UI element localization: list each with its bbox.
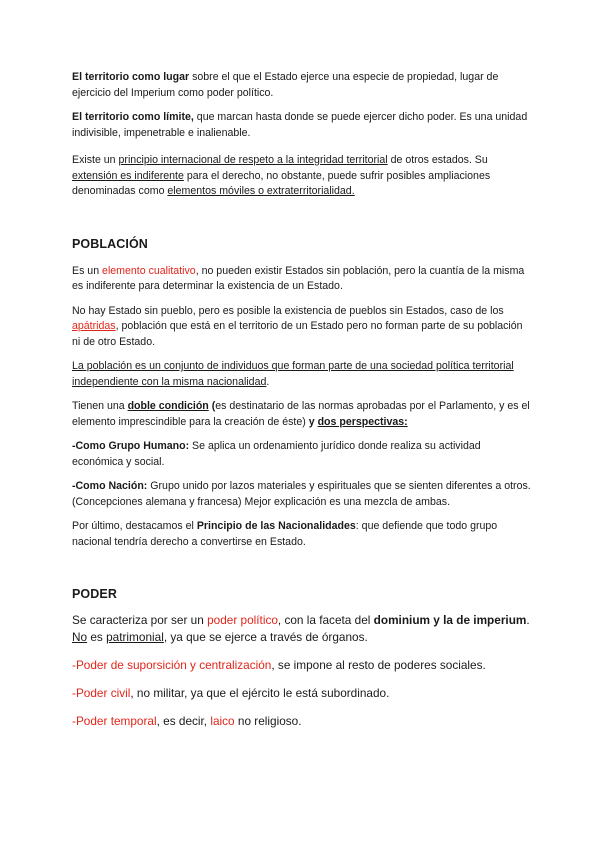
text-run: es destinatario de las normas aprobadas por el Parlamento, y es el elemento imprescindible para la creación de éste) [72, 400, 530, 428]
principio-integridad-underlined: principio internacional de respeto a la integridad territorial [118, 154, 388, 166]
text-run: no religioso. [234, 714, 302, 728]
apatridas-highlight: apátridas [72, 320, 116, 332]
text-run: Es un [72, 264, 103, 277]
text-run: , ya que se ejerce a través de órganos. [163, 630, 368, 644]
text-run: No hay Estado sin pueblo, pero es posible la existencia de pueblos sin Estados, caso de los [72, 304, 504, 317]
text-run: , es decir, [156, 714, 211, 728]
laico-highlight: laico [210, 714, 235, 728]
text-run: . [526, 613, 530, 627]
text-run: , población que está en el territorio de un Estado pero no forman parte de su población ni de otro Estado. [72, 320, 523, 348]
doble-condicion-term: doble condición [127, 400, 209, 412]
grupo-humano-paragraph [72, 439, 532, 470]
poder-suposicion-highlight: Poder de suporsición y centralización [75, 658, 272, 672]
dos-perspectivas-term: dos perspectivas: [317, 415, 408, 428]
document-page [72, 70, 532, 730]
poblacion-condicion-paragraph [72, 399, 532, 430]
territorio-lugar-text: sobre el que el Estado ejerce una especie de propiedad, lugar de ejercicio del Imperium como poder político. [72, 71, 499, 99]
poder-suposicion-item [72, 657, 532, 674]
poder-caracteristica-paragraph [72, 612, 532, 646]
text-run: ( [208, 400, 216, 412]
poder-temporal-item [72, 713, 532, 730]
territorio-principio-paragraph [72, 153, 532, 200]
territorio-section [72, 70, 532, 200]
text-run: , no pueden existir Estados sin población, pero la cuantía de la misma es indiferente para determinar la existencia de un Estado. [72, 264, 525, 292]
text-run: , se impone al resto de poderes sociales. [271, 658, 486, 672]
text-run: de otros estados. Su [387, 154, 488, 166]
poder-temporal-highlight: Poder temporal [75, 714, 157, 728]
territorio-limite-paragraph [72, 110, 532, 141]
text-run: Se caracteriza por ser un [72, 613, 208, 627]
poder-civil-highlight: Poder civil [75, 686, 131, 700]
text-run: y [308, 415, 318, 428]
nacion-term: -Como Nación: [72, 480, 148, 492]
poder-heading: PODER [72, 587, 117, 601]
poblacion-cualitativo-paragraph [72, 264, 532, 295]
text-run: Por último, destacamos el [72, 520, 197, 532]
no-underlined: No [72, 630, 88, 644]
text-run: Tienen una [72, 400, 128, 412]
dash: - [72, 714, 76, 728]
dash: - [72, 686, 76, 700]
text-run: es [87, 630, 107, 644]
text-run: Existe un [72, 154, 119, 166]
text-run: , con la faceta del [277, 613, 374, 627]
text-run: : que defiende que todo grupo nacional tendría derecho a convertirse en Estado. [72, 520, 498, 548]
patrimonial-underlined: patrimonial [106, 630, 164, 644]
text-run: Grupo unido por lazos materiales y espirituales que se sienten diferentes a otros. (Concepciones alemana y francesa) Mejor explicación es una mezcla de ambas. [72, 480, 531, 508]
elementos-moviles-underlined: elementos móviles o extraterritorialidad. [167, 185, 355, 197]
text-run: . [266, 375, 270, 388]
poblacion-apatridas-paragraph [72, 304, 532, 351]
principio-nacionalidades-term: Principio de las Nacionalidades [196, 520, 356, 532]
poder-politico-highlight: poder político [207, 613, 278, 627]
territorio-lugar-paragraph [72, 70, 532, 101]
grupo-humano-term: -Como Grupo Humano: [72, 440, 190, 452]
elemento-cualitativo-highlight: elemento cualitativo [102, 264, 196, 277]
poblacion-definicion-paragraph [72, 359, 532, 390]
poblacion-definicion-underlined: La población es un conjunto de individuos que forman parte de una sociedad política territorial independiente con la misma nacionalidad [72, 360, 514, 388]
territorio-lugar-term: El territorio como lugar [72, 71, 190, 83]
poder-section [72, 587, 532, 730]
dash: - [72, 658, 76, 672]
poblacion-section [72, 237, 532, 551]
text-run: , no militar, ya que el ejército le está subordinado. [130, 686, 390, 700]
dominium-imperium-term: dominium y la de imperium [373, 613, 527, 627]
nacionalidades-paragraph [72, 519, 532, 550]
poder-civil-item [72, 685, 532, 702]
territorio-limite-text: que marcan hasta donde se puede ejercer dicho poder. Es una unidad indivisible, impenetrable e inalienable. [72, 111, 528, 139]
text-run: Se aplica un ordenamiento jurídico donde realiza su actividad económica y social. [72, 440, 481, 468]
text-run: para el derecho, no obstante, puede sufrir posibles ampliaciones denominadas como [72, 169, 491, 197]
nacion-paragraph [72, 479, 532, 510]
extension-indiferente-underlined: extensión es indiferente [72, 169, 184, 182]
territorio-limite-term: El territorio como límite, [72, 111, 194, 123]
poblacion-heading: POBLACIÓN [72, 236, 148, 251]
